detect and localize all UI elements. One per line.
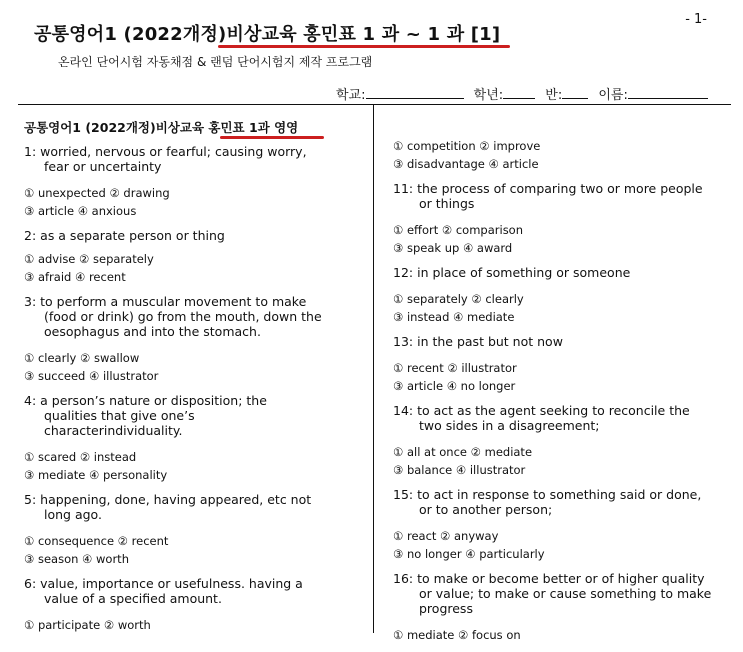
question-number: 5: [24, 492, 37, 507]
question-number: 13: [393, 334, 414, 349]
class-label: 반: [545, 88, 563, 103]
question-15 [393, 487, 733, 563]
question-text: happening, done, having appeared, etc not [40, 492, 312, 507]
question-number: 6: [24, 576, 37, 591]
question-text: a person’s nature or disposition; the [40, 393, 267, 408]
question-text-cont: or to another person; [419, 502, 553, 517]
school-blank [366, 84, 464, 99]
question-number: 1: [24, 144, 37, 159]
question-text: value, importance or usefulness. having a [40, 576, 303, 591]
options-row-2: ③ no longer ④ particularly [393, 547, 545, 561]
question-text-cont: two sides in a disagreement; [419, 418, 600, 433]
options-row-2: ③ article ④ no longer [393, 379, 516, 393]
right-column [393, 104, 733, 652]
options-row-1: ① unexpected ② drawing [24, 186, 170, 200]
question-number: 15: [393, 487, 414, 502]
options-row-1: ① all at once ② mediate [393, 445, 533, 459]
options-row-2: ③ season ④ worth [24, 552, 129, 566]
question-text: in place of something or someone [417, 265, 631, 280]
class-blank [562, 84, 588, 99]
options-row-1: ① clearly ② swallow [24, 351, 140, 365]
question-text-cont: characterindividuality. [44, 423, 183, 438]
question-text: the process of comparing two or more people [417, 181, 703, 196]
question-text-cont: progress [419, 601, 473, 616]
question-text-cont: long ago. [44, 507, 102, 522]
page-title: 공통영어1 (2022개정)비상교육 홍민표 1 과 ~ 1 과 [1] [34, 24, 501, 45]
grade-blank [503, 84, 535, 99]
options-row-1: ① consequence ② recent [24, 534, 169, 548]
question-3 [24, 294, 364, 385]
question-text-cont: fear or uncertainty [44, 159, 162, 174]
question-14 [393, 403, 733, 479]
question-text-cont: or value; to make or cause something to make [419, 586, 712, 601]
options-row-1: ① participate ② worth [24, 618, 151, 632]
grade-label: 학년: [473, 88, 504, 103]
column-divider [373, 104, 374, 633]
page-number: - 1- [685, 12, 707, 27]
options-row-2: ③ mediate ④ personality [24, 468, 168, 482]
question-text-cont: qualities that give one’s [44, 408, 195, 423]
question-text-cont: or things [419, 196, 475, 211]
question-6 [24, 576, 364, 634]
name-label: 이름: [598, 88, 628, 103]
question-number: 4: [24, 393, 37, 408]
question-number: 3: [24, 294, 37, 309]
question-text-cont: value of a specified amount. [44, 591, 222, 606]
question-12 [393, 265, 733, 326]
options-row-1: ① separately ② clearly [393, 292, 524, 306]
question-2 [24, 228, 364, 286]
question-13 [393, 334, 733, 395]
options-row-2: ③ disadvantage ④ article [393, 157, 539, 171]
options-row-2: ③ speak up ④ award [393, 241, 513, 255]
options-row-2: ③ instead ④ mediate [393, 310, 515, 324]
options-row-2: ③ afraid ④ recent [24, 270, 126, 284]
options-row-2: ③ article ④ anxious [24, 204, 137, 218]
left-column [24, 104, 364, 642]
name-blank [628, 84, 708, 99]
question-text: worried, nervous or fearful; causing worry, [40, 144, 307, 159]
options-row-1: ① competition ② improve [393, 139, 541, 153]
options-row-1: ① recent ② illustrator [393, 361, 517, 375]
question-number: 2: [24, 228, 37, 243]
question-4 [24, 393, 364, 484]
question-1 [24, 144, 364, 220]
question-text: to act in response to something said or done, [417, 487, 702, 502]
options-row-1: ① effort ② comparison [393, 223, 524, 237]
options-row-1: ① react ② anyway [393, 529, 499, 543]
question-text: to act as the agent seeking to reconcile the [417, 403, 690, 418]
options-row-1: ① mediate ② focus on [393, 628, 521, 642]
options-row-2: ③ balance ④ illustrator [393, 463, 526, 477]
question-text: in the past but not now [417, 334, 563, 349]
section-title-underline [220, 136, 324, 139]
question-text: to perform a muscular movement to make [40, 294, 307, 309]
section-title: 공통영어1 (2022개정)비상교육 홍민표 1과 영영 [24, 120, 299, 135]
question-16 [393, 571, 733, 644]
question-text-cont: oesophagus and into the stomach. [44, 324, 261, 339]
student-info-line [336, 84, 708, 103]
question-number: 12: [393, 265, 414, 280]
options-row-2: ③ succeed ④ illustrator [24, 369, 159, 383]
options-row-1: ① advise ② separately [24, 252, 154, 266]
question-text: to make or become better or of higher quality [417, 571, 705, 586]
question-11 [393, 181, 733, 257]
school-label: 학교: [336, 88, 366, 103]
question-text: as a separate person or thing [40, 228, 225, 243]
title-underline [218, 45, 510, 48]
question-10-options [393, 137, 733, 173]
question-text-cont: (food or drink) go from the mouth, down the [44, 309, 322, 324]
options-row-1: ① scared ② instead [24, 450, 137, 464]
question-number: 14: [393, 403, 414, 418]
question-number: 16: [393, 571, 414, 586]
question-number: 11: [393, 181, 414, 196]
question-5 [24, 492, 364, 568]
page-subtitle: 온라인 단어시험 자동채점 & 랜덤 단어시험지 제작 프로그램 [58, 55, 373, 69]
